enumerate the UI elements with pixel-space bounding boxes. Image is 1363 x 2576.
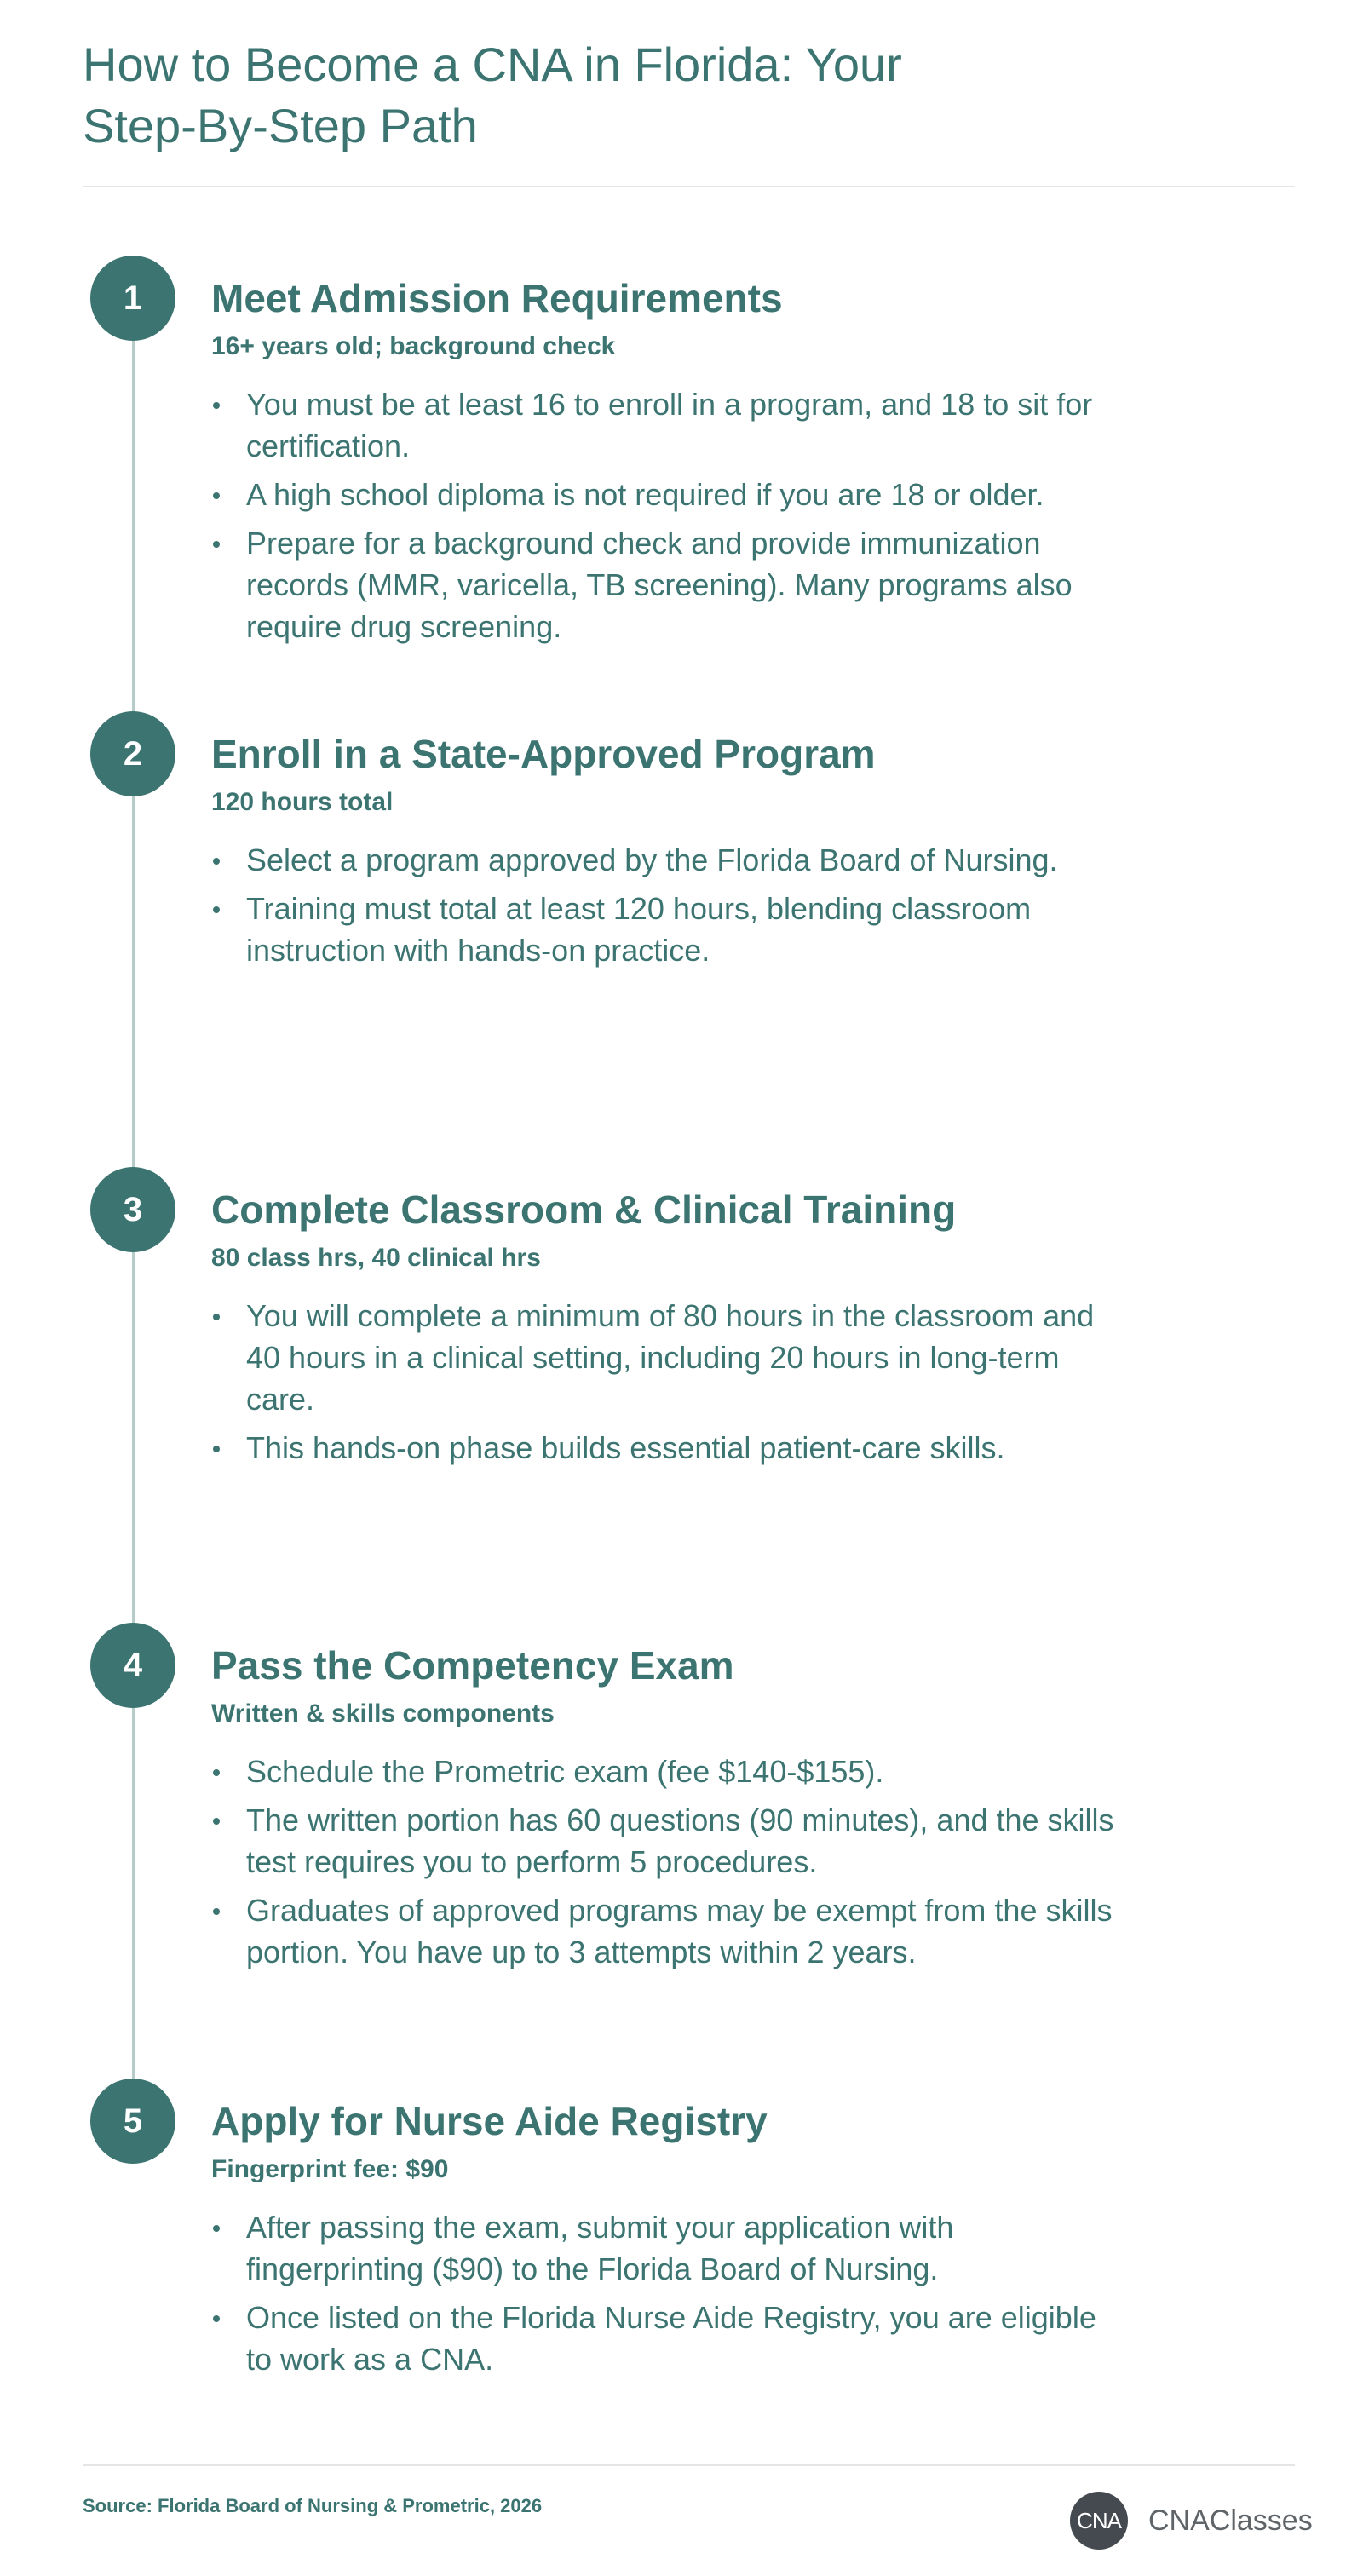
bullet-item: You will complete a minimum of 80 hours in the classroom and 40 hours in a clinical setting, including 20 hours in long-term care. <box>211 1295 1114 1420</box>
bullet-item: Select a program approved by the Florida Board of Nursing. <box>211 839 1114 881</box>
step-title: Apply for Nurse Aide Registry <box>211 2099 768 2143</box>
step-subtitle: 16+ years old; background check <box>211 332 616 360</box>
step-subtitle: 120 hours total <box>211 788 394 816</box>
step-subtitle: 80 class hrs, 40 clinical hrs <box>211 1244 541 1272</box>
source-note: Source: Florida Board of Nursing & Prometric, 2026 <box>83 2495 543 2516</box>
step-title: Pass the Competency Exam <box>211 1643 734 1688</box>
bullet-item: Prepare for a background check and provide immunization records (MMR, varicella, TB screening). Many programs also require drug screening. <box>211 522 1114 647</box>
bullet-item: The written portion has 60 questions (90 minutes), and the skills test requires you to perform 5 procedures. <box>211 1799 1114 1883</box>
bullet-item: After passing the exam, submit your application with fingerprinting ($90) to the Florida Board of Nursing. <box>211 2206 1114 2290</box>
footer-divider <box>83 2464 1295 2466</box>
step-number-badge: 1 <box>90 256 175 341</box>
header-divider <box>83 186 1295 187</box>
brand-lockup <box>1070 2491 1313 2550</box>
step-subtitle: Written & skills components <box>211 1699 555 1728</box>
page-title: How to Become a CNA in Florida: Your Step-By-Step Path <box>83 37 902 152</box>
step-subtitle: Fingerprint fee: $90 <box>211 2155 449 2183</box>
step-bullet-list <box>211 839 1114 978</box>
bullet-item: Graduates of approved programs may be exempt from the skills portion. You have up to 3 attempts within 2 years. <box>211 1889 1114 1973</box>
step-bullet-list <box>211 1751 1114 1980</box>
step-bullet-list <box>211 1295 1114 1475</box>
step-bullet-list <box>211 2206 1114 2387</box>
brand-name: CNAClasses <box>1148 2504 1313 2537</box>
bullet-item: Once listed on the Florida Nurse Aide Registry, you are eligible to work as a CNA. <box>211 2297 1114 2380</box>
step-title: Complete Classroom & Clinical Training <box>211 1187 957 1232</box>
step-bullet-list <box>211 383 1114 654</box>
bullet-item: You must be at least 16 to enroll in a program, and 18 to sit for certification. <box>211 383 1114 467</box>
step-number-badge: 5 <box>90 2079 175 2164</box>
step-number-badge: 4 <box>90 1623 175 1708</box>
bullet-item: This hands-on phase builds essential patient-care skills. <box>211 1427 1114 1469</box>
bullet-item: Schedule the Prometric exam (fee $140-$155). <box>211 1751 1114 1792</box>
step-title: Meet Admission Requirements <box>211 276 783 320</box>
bullet-item: Training must total at least 120 hours, blending classroom instruction with hands-on practice. <box>211 888 1114 971</box>
bullet-item: A high school diploma is not required if you are 18 or older. <box>211 474 1114 515</box>
step-number-badge: 2 <box>90 711 175 796</box>
step-number-badge: 3 <box>90 1167 175 1252</box>
step-title: Enroll in a State-Approved Program <box>211 732 876 776</box>
brand-logo-icon: CNA <box>1070 2492 1128 2550</box>
